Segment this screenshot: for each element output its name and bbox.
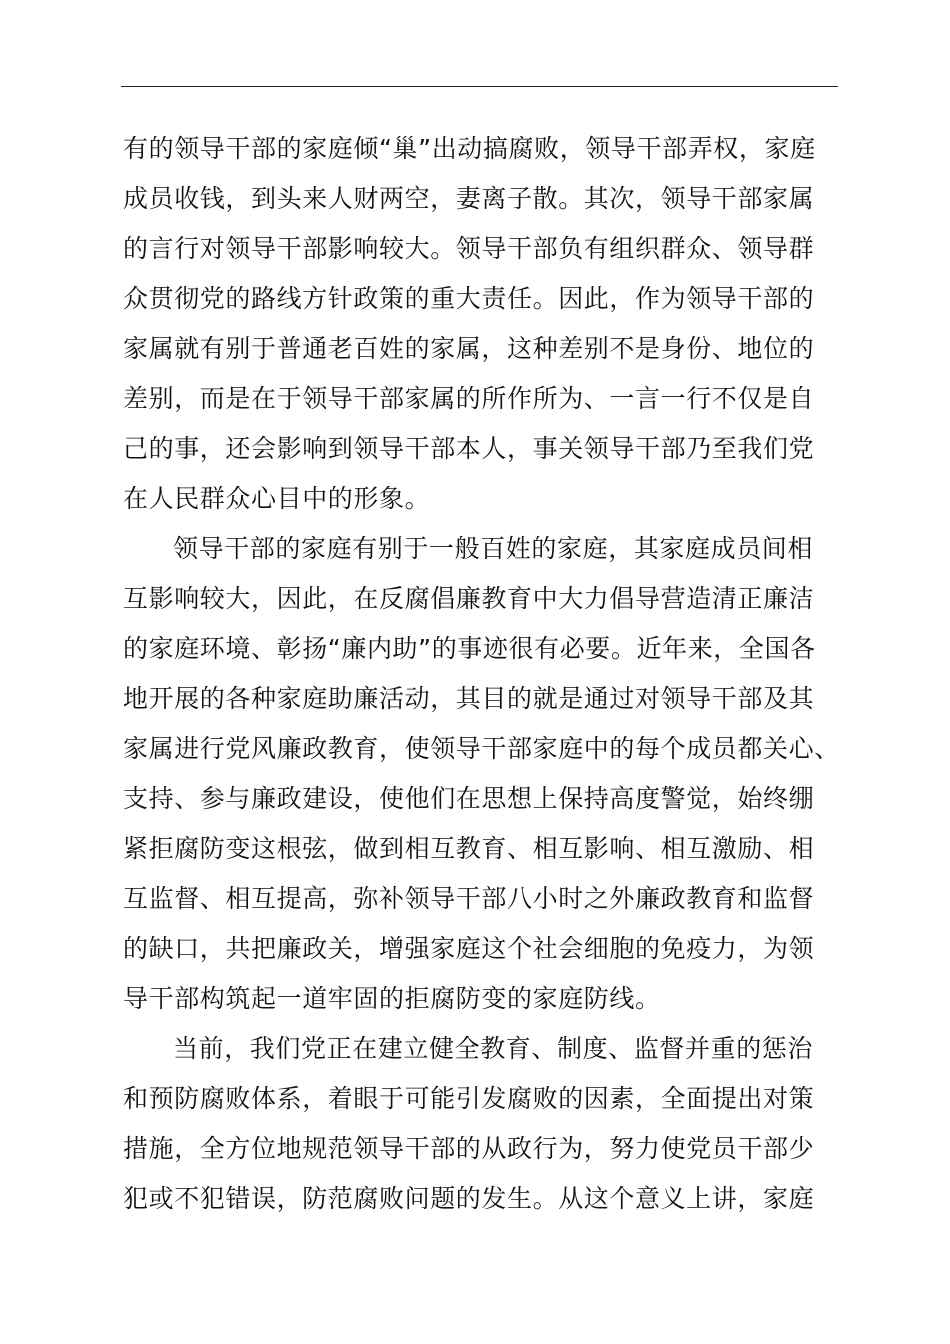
text-line: 互影响较大，因此，在反腐倡廉教育中大力倡导营造清正廉洁	[123, 584, 815, 613]
document-body	[123, 124, 883, 1224]
paragraph-first-line: 当前，我们党正在建立健全教育、制度、监督并重的惩治	[173, 1034, 814, 1063]
text-line: 犯或不犯错误，防范腐败问题的发生。从这个意义上讲，家庭	[123, 1184, 815, 1213]
text-line: 家属就有别于普通老百姓的家属，这种差别不是身份、地位的	[123, 334, 815, 363]
text-line: 成员收钱，到头来人财两空，妻离子散。其次，领导干部家属	[123, 184, 815, 213]
text-line: 差别，而是在于领导干部家属的所作所为、一言一行不仅是自	[123, 384, 815, 413]
text-line: 措施，全方位地规范领导干部的从政行为，努力使党员干部少	[123, 1134, 815, 1163]
header-rule	[121, 86, 838, 87]
text-line: 的言行对领导干部影响较大。领导干部负有组织群众、领导群	[123, 234, 815, 263]
text-line: 在人民群众心目中的形象。	[123, 484, 431, 513]
text-line: 众贯彻党的路线方针政策的重大责任。因此，作为领导干部的	[123, 284, 815, 313]
text-line: 导干部构筑起一道牢固的拒腐防变的家庭防线。	[123, 984, 661, 1013]
text-line: 紧拒腐防变这根弦，做到相互教育、相互影响、相互激励、相	[123, 834, 815, 863]
text-line: 的家庭环境、彰扬“廉内助”的事迹很有必要。近年来，全国各	[123, 634, 816, 663]
text-line: 己的事，还会影响到领导干部本人，事关领导干部乃至我们党	[123, 434, 815, 463]
text-line: 家属进行党风廉政教育，使领导干部家庭中的每个成员都关心、	[123, 734, 840, 763]
text-line: 互监督、相互提高，弥补领导干部八小时之外廉政教育和监督	[123, 884, 815, 913]
paragraph-first-line: 领导干部的家庭有别于一般百姓的家庭，其家庭成员间相	[173, 534, 814, 563]
text-line: 有的领导干部的家庭倾“巢”出动搞腐败，领导干部弄权，家庭	[123, 134, 816, 163]
text-line: 支持、参与廉政建设，使他们在思想上保持高度警觉，始终绷	[123, 784, 815, 813]
text-line: 和预防腐败体系，着眼于可能引发腐败的因素，全面提出对策	[123, 1084, 815, 1113]
text-line: 的缺口，共把廉政关，增强家庭这个社会细胞的免疫力，为领	[123, 934, 815, 963]
text-line: 地开展的各种家庭助廉活动，其目的就是通过对领导干部及其	[123, 684, 815, 713]
